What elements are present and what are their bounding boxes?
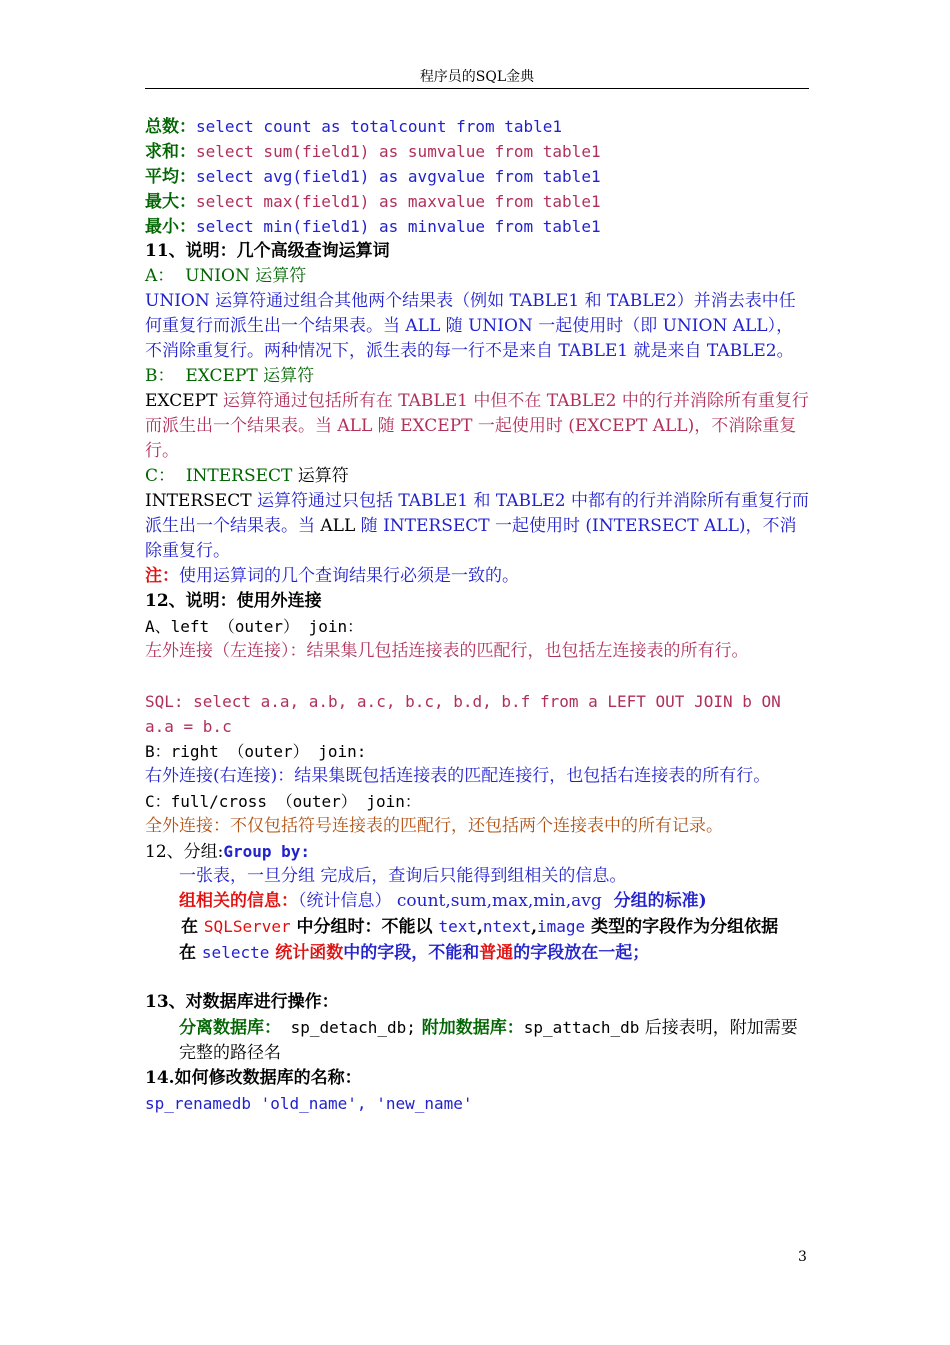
groupby-prefix: 12、分组: xyxy=(145,842,224,862)
agg-label: 求和： xyxy=(145,142,196,162)
except-lead: EXCEPT xyxy=(145,391,218,411)
groupby-standard: 分组的标准) xyxy=(601,891,707,911)
agg-line-min xyxy=(145,214,809,239)
union-heading xyxy=(145,264,809,289)
intersect-prefix: C： xyxy=(145,466,176,486)
detach-label: 分离数据库： xyxy=(179,1018,281,1038)
groupby-info-paren: （统计信息） count,sum,max,min,avg xyxy=(298,891,602,911)
intersect-all: ALL xyxy=(320,516,356,536)
note-line xyxy=(145,564,809,589)
right-join-title: B：right （outer） join: xyxy=(145,742,367,761)
intersect-heading xyxy=(145,464,809,489)
ntext-type: ntext xyxy=(482,917,532,936)
note-label: 注： xyxy=(145,566,179,586)
agg-label: 平均： xyxy=(145,167,196,187)
section-12-title: 12、说明：使用外连接 xyxy=(145,591,322,611)
groupby-line-2 xyxy=(145,889,809,914)
agg-sql: select count as totalcount from table1 xyxy=(196,117,563,136)
groupby-text: 类型的字段作为分组依据 xyxy=(585,917,779,937)
section-11-title: 11、说明：几个高级查询运算词 xyxy=(145,241,390,261)
groupby-code: Group by: xyxy=(223,842,311,861)
intersect-title: INTERSECT xyxy=(185,466,293,486)
blank-line xyxy=(145,664,809,689)
groupby-text: 在 xyxy=(181,917,204,937)
comma: , xyxy=(477,917,483,937)
intersect-text-1: 运算符通过只包括 TABLE1 和 TABLE2 中都有的行并消除所有重复行而派生出一个结果表。当 xyxy=(145,491,809,536)
union-prefix: A： xyxy=(145,266,175,286)
left-join-body: 左外连接（左连接）：结果集几包括连接表的匹配行，也包括左连接表的所有行。 xyxy=(145,641,749,661)
left-join-title: A、left （outer） join： xyxy=(145,617,364,636)
attach-label: 附加数据库： xyxy=(415,1018,524,1038)
except-body xyxy=(145,389,809,464)
groupby-line-3 xyxy=(145,914,809,940)
agg-line-sum xyxy=(145,139,809,164)
section-13-title: 13、对数据库进行操作： xyxy=(145,992,339,1012)
header-rule xyxy=(145,88,809,89)
agg-line-count xyxy=(145,114,809,139)
full-join-title: C：full/cross （outer） join： xyxy=(145,792,421,811)
document-body xyxy=(145,114,809,1116)
note-text: 使用运算词的几个查询结果行必须是一致的。 xyxy=(179,566,519,586)
detach-code: sp_detach_db; xyxy=(281,1018,416,1037)
groupby-info-label: 组相关的信息： xyxy=(179,891,298,911)
agg-line-max xyxy=(145,189,809,214)
left-join-sql: SQL: select a.a, a.b, a.c, b.c, b.d, b.f from a LEFT OUT JOIN b ON a.a = b.c xyxy=(145,692,781,736)
agg-label: 最小： xyxy=(145,217,196,237)
selecte-term: selecte xyxy=(201,943,270,962)
page-number: 3 xyxy=(798,1249,807,1265)
intersect-text-2: 随 INTERSECT 一起使用时 (INTERSECT ALL)，不消除重复行。 xyxy=(145,516,797,561)
agg-line-avg xyxy=(145,164,809,189)
page-header-title: 程序员的SQL金典 xyxy=(419,69,535,85)
agg-sql: select min(field1) as minvalue from table1 xyxy=(196,217,601,236)
except-prefix: B： xyxy=(145,366,175,386)
groupby-line-4 xyxy=(145,940,809,965)
sqlserver-term: SQLServer xyxy=(203,917,291,936)
intersect-lead: INTERSECT xyxy=(145,491,252,511)
db-ops-tail: 后接表明，附加需要完整的路径名 xyxy=(179,1018,798,1063)
agg-sql: select max(field1) as maxvalue from table1 xyxy=(196,192,601,211)
agg-sql: select avg(field1) as avgvalue from table1 xyxy=(196,167,601,186)
groupby-line-1: 一张表，一旦分组 完成后，查询后只能得到组相关的信息。 xyxy=(179,866,627,886)
except-text: 运算符通过包括所有在 TABLE1 中但不在 TABLE2 中的行并消除所有重复行而派生出一个结果表。当 ALL 随 EXCEPT 一起使用时 (EXCEPT ALL)，不消除重复行。 xyxy=(145,391,809,461)
groupby-text: 中分组时：不能以 xyxy=(290,917,439,937)
right-join-body: 右外连接(右连接)：结果集既包括连接表的匹配连接行，也包括右连接表的所有行。 xyxy=(145,766,771,786)
full-join-body: 全外连接：不仅包括符号连接表的匹配行，还包括两个连接表中的所有记录。 xyxy=(145,816,723,836)
attach-code: sp_attach_db xyxy=(523,1018,640,1037)
except-title: EXCEPT 运算符 xyxy=(185,366,315,386)
image-type: image xyxy=(537,917,586,936)
groupby-text: 在 xyxy=(179,943,202,963)
intersect-title-suffix: 运算符 xyxy=(292,466,349,486)
groupby-text: 的字段放在一起； xyxy=(513,943,650,963)
agg-label: 总数： xyxy=(145,117,196,137)
intersect-body xyxy=(145,489,809,564)
agg-sql: select sum(field1) as sumvalue from table1 xyxy=(196,142,601,161)
section-14-title: 14.如何修改数据库的名称： xyxy=(145,1068,362,1088)
rename-code: sp_renamedb 'old_name', 'new_name' xyxy=(145,1094,473,1113)
comma: , xyxy=(531,917,538,937)
union-title: UNION 运算符 xyxy=(185,266,307,286)
text-type: text xyxy=(438,917,477,936)
except-heading xyxy=(145,364,809,389)
groupby-text: 中的字段，不能和 xyxy=(343,943,480,963)
stat-func-term: 统计函数 xyxy=(269,943,344,963)
groupby-title xyxy=(145,839,809,864)
union-body: UNION 运算符通过组合其他两个结果表（例如 TABLE1 和 TABLE2）并消去表中任何重复行而派生出一个结果表。当 ALL 随 UNION 一起使用时（即 UNION ALL），不消除重复行。两种情况下，派生表的每一行不是来自 TABLE1 就是来自 TABLE2。 xyxy=(145,291,796,361)
blank-line xyxy=(145,965,809,990)
db-ops-line xyxy=(145,1015,809,1066)
normal-term: 普通 xyxy=(479,943,514,963)
agg-label: 最大： xyxy=(145,192,196,212)
